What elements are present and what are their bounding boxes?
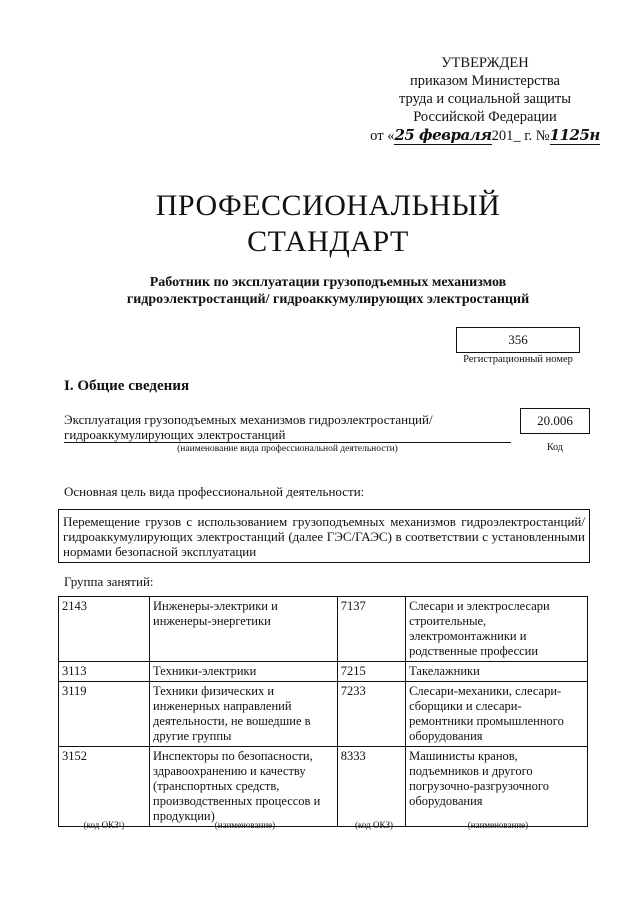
title-line-1: ПРОФЕССИОНАЛЬНЫЙ (155, 189, 501, 222)
goal-text-box: Перемещение грузов с использованием грузоподъемных механизмов гидроэлектростанций/ гидроаккумулирующих электростанций (далее ГЭС/ГАЭС) в соответствии с установленными нормами безопасной эксплуатации (58, 509, 590, 563)
okz-code-cell: 7233 (337, 682, 405, 747)
group-label: Группа занятий: (64, 574, 154, 589)
title-line-2: СТАНДАРТ (247, 225, 409, 258)
activity-code-box: 20.006 (520, 408, 590, 434)
okz-code-cell: 2143 (59, 597, 150, 662)
okz-code-cell: 3119 (59, 682, 150, 747)
date-prefix: от « (370, 128, 395, 144)
okz-code-cell: 3152 (59, 747, 150, 827)
approval-line-3: труда и социальной защиты (399, 91, 571, 107)
subtitle-line-2: гидроэлектростанций/ гидроаккумулирующих электростанций (126, 292, 530, 307)
approval-date-line (370, 126, 600, 145)
occupation-name-cell: Машинисты кранов, подъемников и другого погрузочно-разгрузочного оборудования (406, 747, 588, 827)
occupation-name-cell: Такелажники (406, 662, 588, 682)
activity-caption: (наименование вида профессиональной деятельности) (177, 444, 398, 454)
occupation-name-cell: Инженеры-электрики и инженеры-энергетики (150, 597, 338, 662)
activity-underline (64, 442, 511, 443)
caption-okz-code: (код ОКЗ¹) (83, 820, 125, 830)
okz-code-cell: 7137 (337, 597, 405, 662)
activity-line-1: Эксплуатация грузоподъемных механизмов гидроэлектростанций/ (64, 412, 433, 427)
table-row (59, 662, 588, 682)
caption-okz-code-2: (код ОКЗ) (355, 820, 393, 830)
activity-line-2: гидроаккумулирующих электростанций (64, 427, 286, 442)
okz-code-cell: 7215 (337, 662, 405, 682)
occupation-name-cell: Техники физических и инженерных направлений деятельности, не вошедшие в другие группы (150, 682, 338, 747)
section-heading: I. Общие сведения (64, 378, 190, 394)
occupation-name-cell: Слесари-механики, слесари-сборщики и слесари-ремонтники промышленного оборудования (406, 682, 588, 747)
activity-code-caption: Код (547, 442, 563, 453)
caption-name: (наименование) (214, 820, 276, 830)
date-year: 201_ г. № (491, 128, 550, 144)
occupation-name-cell: Техники-электрики (150, 662, 338, 682)
approval-line-4: Российской Федерации (413, 109, 557, 125)
table-row (59, 682, 588, 747)
okz-code-cell: 8333 (337, 747, 405, 827)
okz-code-cell: 3113 (59, 662, 150, 682)
table-row (59, 747, 588, 827)
table-row (59, 597, 588, 662)
occupation-name-cell: Слесари и электрослесари строительные, электромонтажники и родственные профессии (406, 597, 588, 662)
handwritten-number: 1125н (549, 126, 600, 144)
handwritten-date: 25 февраля (394, 126, 492, 144)
occupation-name-cell: Инспекторы по безопасности, здравоохранению и качеству (транспортных средств, производственных процессов и продукции) (150, 747, 338, 827)
page-title (0, 188, 640, 260)
approval-line-1: УТВЕРЖДЕН (441, 55, 529, 71)
activity-name (64, 412, 506, 442)
approval-stamp (370, 54, 600, 145)
caption-name-2: (наименование) (467, 820, 529, 830)
registration-number-box: 356 (456, 327, 580, 353)
goal-label: Основная цель вида профессиональной деятельности: (64, 484, 365, 499)
occupation-group-table (58, 596, 588, 827)
approval-line-2: приказом Министерства (410, 73, 560, 89)
subtitle-line-1: Работник по эксплуатации грузоподъемных механизмов (149, 275, 507, 290)
standard-name (0, 274, 640, 308)
registration-caption: Регистрационный номер (463, 354, 573, 365)
